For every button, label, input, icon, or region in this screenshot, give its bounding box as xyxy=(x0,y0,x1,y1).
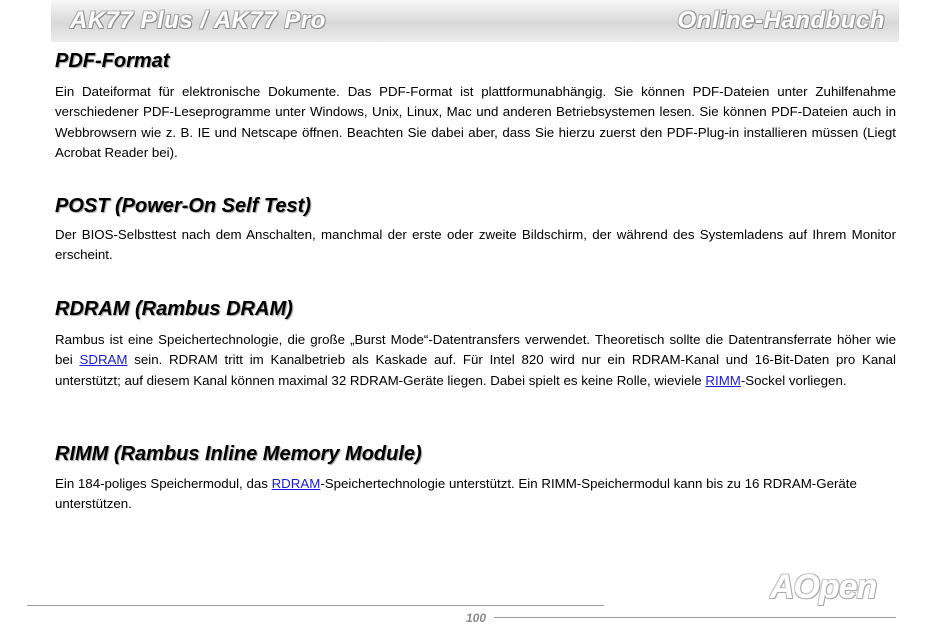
section-heading: RDRAM (Rambus DRAM) xyxy=(55,298,293,320)
section-pdf-format xyxy=(55,50,896,163)
section-body: Ein Dateiformat für elektronische Dokumente. Das PDF-Format ist plattformunabhängig. Sie können PDF-Dateien unter Zuhilfenahme verschiedener PDF-Leseprogramme unter Windows, Unix, Linux, Mac und anderen Betriebsystemen lesen. Sie können PDF-Dateien auch in Webbrowsern wie z. B. IE und Netscape öffnen. Beachten Sie dabei aber, dass Sie hierzu zuerst den PDF-Plug-in installieren müssen (Liegt Acrobat Reader bei). xyxy=(55,84,896,160)
section-body xyxy=(55,474,896,515)
section-heading: PDF-Format xyxy=(55,50,170,72)
aopen-logo: AOpen xyxy=(770,568,877,606)
manual-type-title: Online-Handbuch xyxy=(677,7,885,34)
section-body: Der BIOS-Selbsttest nach dem Anschalten, manchmal der erste oder zweite Bildschirm, der während des Systemladens auf Ihrem Monitor erscheint. xyxy=(55,227,896,263)
body-text: -Sockel vorliegen. xyxy=(740,372,847,388)
sdram-link[interactable]: SDRAM xyxy=(79,352,128,368)
footer-divider-left xyxy=(27,605,604,606)
manual-product-title: AK77 Plus / AK77 Pro xyxy=(70,7,326,34)
body-text: Rambus ist eine Speichertechnologie, die große „Burst Mode“-Datentransfers verwendet. Theoretisch sollte die Datentransferrate höher wie bei xyxy=(55,332,896,368)
body-text: sein. RDRAM tritt im Kanalbetrieb als Kaskade auf. Für Intel 820 wird nur ein RDRAM-Kanal und 16-Bit-Daten pro Kanal unterstützt; auf diesem Kanal können maximal 32 RDRAM-Geräte liegen. Dabei spielt es keine Rolle, wieviele xyxy=(55,352,896,388)
section-body xyxy=(55,330,896,391)
section-rdram xyxy=(55,298,896,391)
section-heading: POST (Power-On Self Test) xyxy=(55,195,311,217)
page-header xyxy=(51,0,899,42)
section-rimm xyxy=(55,443,896,515)
rimm-link[interactable]: RIMM xyxy=(705,372,741,388)
section-heading: RIMM (Rambus Inline Memory Module) xyxy=(55,443,422,465)
body-text: -Speichertechnologie unterstützt. Ein RIMM-Speichermodul kann bis zu 16 RDRAM-Geräte unterstützen. xyxy=(55,476,857,512)
rdram-link[interactable]: RDRAM xyxy=(271,476,321,491)
footer-divider-right xyxy=(494,617,896,618)
section-post xyxy=(55,195,896,266)
page-number: 100 xyxy=(465,611,487,625)
body-text: Ein 184-poliges Speichermodul, das xyxy=(55,476,272,491)
